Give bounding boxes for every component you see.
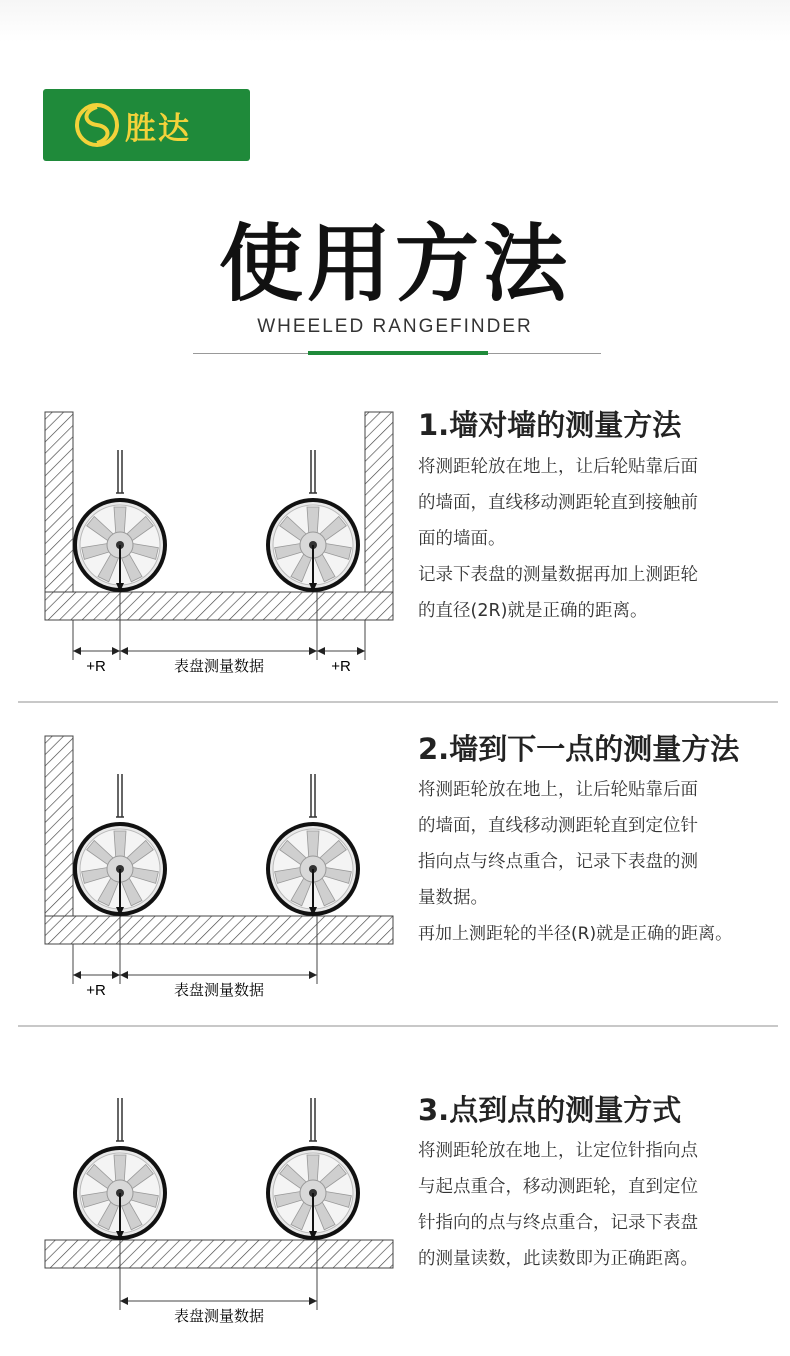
right-wall [365, 412, 393, 592]
section-3-text [418, 1133, 788, 1277]
section-2-text [418, 772, 788, 952]
brand-logo[interactable] [43, 89, 250, 161]
text-line: 的墙面，直线移动测距轮直到定位针 [418, 816, 698, 836]
text-line: 将测距轮放在地上，让后轮贴靠后面 [418, 457, 698, 477]
left-wall [45, 736, 73, 916]
text-line: 记录下表盘的测量数据再加上测距轮 [418, 565, 698, 585]
diagram-wall-to-point [30, 724, 410, 1014]
text-line: 指向点与终点重合，记录下表盘的测 [418, 852, 698, 872]
floor [45, 1240, 393, 1268]
text-line: 量数据。 [418, 888, 488, 908]
wheel-start-icon [73, 450, 167, 592]
page-title: 使用方法 [218, 215, 571, 313]
sd-logo-mark-icon [73, 101, 121, 149]
text-line: 将测距轮放在地上，让后轮贴靠后面 [418, 780, 698, 800]
floor [45, 916, 393, 944]
text-line: 与起点重合，移动测距轮，直到定位 [418, 1177, 698, 1197]
section-2-title: 2.墙到下一点的测量方法 [418, 732, 740, 766]
text-line: 面的墙面。 [418, 529, 506, 549]
dim-right-label: +R [331, 658, 351, 675]
text-line: 针指向的点与终点重合，记录下表盘 [418, 1213, 698, 1233]
section-divider [18, 701, 778, 703]
dim-left-label: +R [86, 982, 106, 999]
dim-middle-label: 表盘测量数据 [173, 1308, 265, 1325]
wheel-end-icon [266, 450, 360, 592]
floor [45, 592, 393, 620]
page-subtitle: WHEELED RANGEFINDER [257, 316, 533, 337]
title-divider-accent [308, 351, 488, 355]
section-1-text [418, 449, 788, 629]
diagram-wall-to-wall [30, 400, 410, 690]
wheel-end-icon [266, 1098, 360, 1240]
text-line: 的测量读数，此读数即为正确距离。 [418, 1249, 698, 1269]
diagram-point-to-point [30, 1050, 410, 1340]
section-divider [18, 1025, 778, 1027]
section-1-title: 1.墙对墙的测量方法 [418, 408, 682, 442]
wheel-start-icon [73, 1098, 167, 1240]
dim-middle-label: 表盘测量数据 [173, 658, 265, 675]
text-line: 再加上测距轮的半径(R)就是正确的距离。 [418, 924, 733, 944]
text-line: 将测距轮放在地上，让定位针指向点 [418, 1141, 698, 1161]
top-strip [0, 0, 790, 42]
brand-name: 胜达 [125, 110, 191, 147]
dim-left-label: +R [86, 658, 106, 675]
wheel-start-icon [73, 774, 167, 916]
dim-middle-label: 表盘测量数据 [173, 982, 265, 999]
section-3-title: 3.点到点的测量方式 [418, 1093, 682, 1127]
wheel-end-icon [266, 774, 360, 916]
left-wall [45, 412, 73, 592]
text-line: 的墙面，直线移动测距轮直到接触前 [418, 493, 698, 513]
text-line: 的直径(2R)就是正确的距离。 [418, 601, 648, 621]
